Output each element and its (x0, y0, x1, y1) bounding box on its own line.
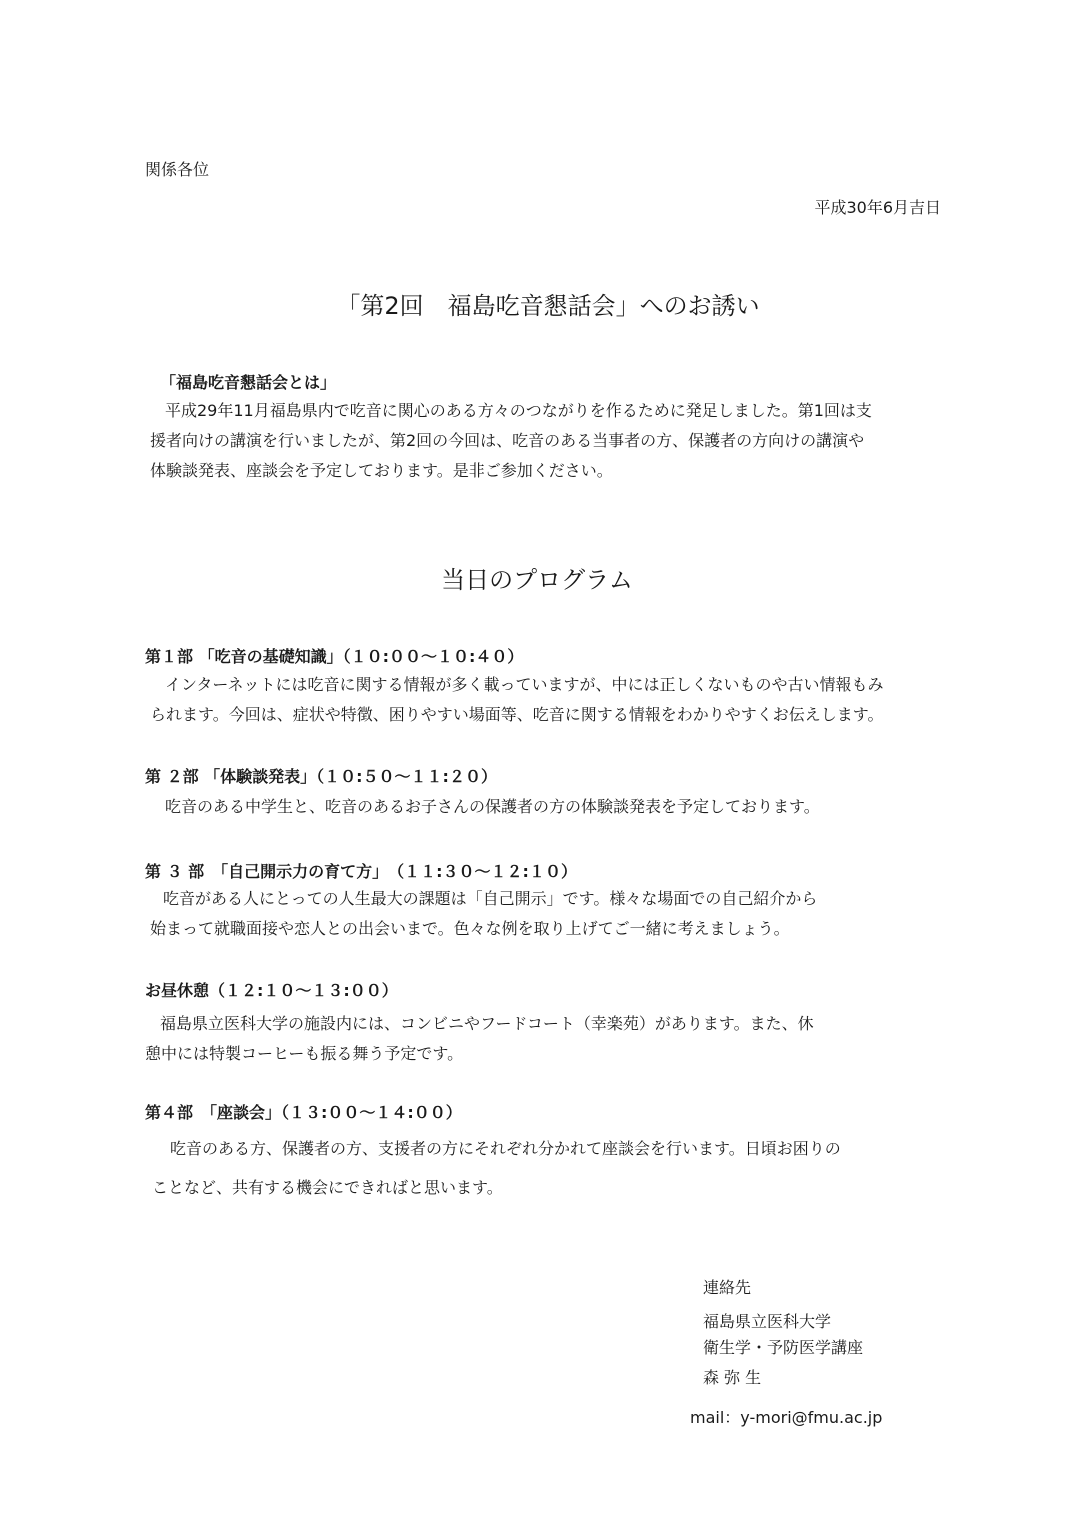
about-line-3: 体験談発表、座談会を予定しております。是非ご参加ください。 (150, 461, 613, 480)
contact-mail[interactable]: mail：y-mori@fmu.ac.jp (690, 1408, 883, 1427)
lunch-line-1: 福島県立医科大学の施設内には、コンビニやフードコート（幸楽苑）があります。また、休 (160, 1014, 814, 1033)
about-heading: 「福島吃音懇話会とは」 (160, 373, 337, 392)
program-title: 当日のプログラム (441, 566, 633, 594)
page-title: 「第2回 福島吃音懇話会」へのお誘い (336, 292, 760, 320)
contact-dept: 衛生学・予防医学講座 (703, 1338, 864, 1357)
contact-name: 森 弥 生 (703, 1368, 762, 1387)
part-2-line-1: 吃音のある中学生と、吃音のあるお子さんの保護者の方の体験談発表を予定しております。 (165, 797, 820, 816)
about-line-1: 平成29年11月福島県内で吃音に関心のある方々のつながりを作るために発足しました。第1回は支 (165, 401, 872, 420)
about-line-2: 援者向けの講演を行いましたが、第2回の今回は、吃音のある当事者の方、保護者の方向けの講演や (150, 431, 865, 450)
part-1-line-2: られます。今回は、症状や特徴、困りやすい場面等、吃音に関する情報をわかりやすくお伝えします。 (150, 705, 884, 724)
part-3-line-1: 吃音がある人にとっての人生最大の課題は「自己開示」です。様々な場面での自己紹介から (163, 889, 818, 908)
part-4-line-1: 吃音のある方、保護者の方、支援者の方にそれぞれ分かれて座談会を行います。日頃お困りの (170, 1139, 841, 1158)
lunch-line-2: 憩中には特製コーヒーも振る舞う予定です。 (145, 1044, 464, 1063)
contact-org: 福島県立医科大学 (703, 1312, 832, 1331)
part-1-heading: 第１部 「吃音の基礎知識」（１０:００～１０:４０） (145, 647, 524, 666)
part-3-line-2: 始まって就職面接や恋人との出会いまで。色々な例を取り上げてご一緒に考えましょう。 (150, 919, 790, 938)
part-3-heading: 第 ３ 部 「自己開示力の育て方」 （１１:３０～１２:１０） (145, 862, 577, 881)
part-4-heading: 第４部 「座談会」（１３:００～１４:００） (145, 1103, 462, 1122)
date: 平成30年6月吉日 (814, 198, 941, 217)
part-1-line-1: インターネットには吃音に関する情報が多く載っていますが、中には正しくないものや古い情報もみ (165, 675, 884, 694)
recipient: 関係各位 (145, 160, 210, 179)
contact-label: 連絡先 (703, 1278, 752, 1297)
part-2-heading: 第 ２部 「体験談発表」（１０:５０～１１:２０） (145, 767, 497, 786)
lunch-heading: お昼休憩（１２:１０～１３:００） (145, 981, 398, 1000)
part-4-line-2: ことなど、共有する機会にできればと思います。 (152, 1178, 503, 1197)
